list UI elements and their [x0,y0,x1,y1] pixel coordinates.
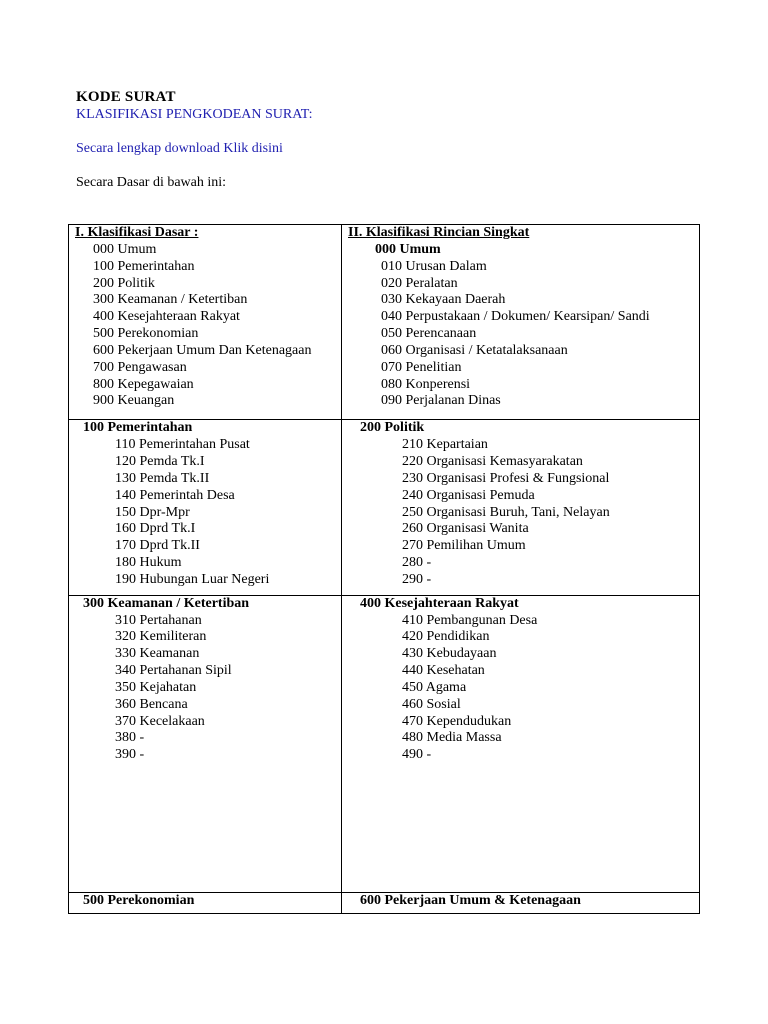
section-cell-300 [69,595,342,892]
list-item: 130 Pemda Tk.II [115,470,210,486]
table-row [69,225,700,420]
list-item: 370 Kecelakaan [115,713,205,729]
cell-subheading: 000 Umum [375,241,441,257]
list-item: 100 Pemerintahan [93,258,195,274]
list-item: 080 Konperensi [381,376,471,392]
list-item: 230 Organisasi Profesi & Fungsional [402,470,610,486]
list-item: 600 Pekerjaan Umum Dan Ketenagaan [93,342,312,358]
document-header [76,89,313,191]
section-cell-600 [342,892,700,913]
cell-heading: I. Klasifikasi Dasar : [75,225,199,240]
list-item: 140 Pemerintah Desa [115,487,235,503]
cell-heading: 600 Pekerjaan Umum & Ketenagaan [360,892,581,908]
section-cell-500 [69,892,342,913]
table-row [69,420,700,595]
list-item: 800 Kepegawaian [93,376,194,392]
list-item: 200 Politik [93,275,155,291]
list-item: 470 Kependudukan [402,713,512,729]
list-item: 240 Organisasi Pemuda [402,487,535,503]
list-item: 060 Organisasi / Ketatalaksanaan [381,342,568,358]
list-item: 110 Pemerintahan Pusat [115,437,250,453]
list-item: 480 Media Massa [402,730,502,746]
detail-classification-cell [342,225,700,420]
item-list [69,437,341,589]
cell-heading: 300 Keamanan / Ketertiban [83,595,250,611]
section-cell-400 [342,595,700,892]
list-item: 000 Umum [93,241,157,257]
classification-table [68,224,700,914]
basic-classification-cell [69,225,342,420]
item-list [75,242,341,410]
cell-heading: 400 Kesejahteraan Rakyat [360,595,519,611]
list-item: 040 Perpustakaan / Dokumen/ Kearsipan/ Sandi [381,309,650,325]
list-item: 300 Keamanan / Ketertiban [93,292,248,308]
list-item: 010 Urusan Dalam [381,258,487,274]
list-item: 330 Keamanan [115,646,200,662]
item-list [342,437,699,589]
list-item: 420 Pendidikan [402,629,490,645]
list-item: 280 - [402,555,432,571]
list-item: 900 Keuangan [93,393,175,409]
list-item: 410 Pembangunan Desa [402,612,538,628]
table-row [69,595,700,892]
list-item: 190 Hubungan Luar Negeri [115,571,270,587]
list-item: 350 Kejahatan [115,679,197,695]
download-link[interactable]: Secara lengkap download Klik disini [76,141,283,156]
list-item: 050 Perencanaan [381,326,477,342]
cell-heading: 500 Perekonomian [83,892,195,908]
list-item: 360 Bencana [115,696,188,712]
section-cell-100 [69,420,342,595]
list-item: 390 - [115,747,145,763]
intro-text: Secara Dasar di bawah ini: [76,175,227,190]
list-item: 180 Hukum [115,555,182,571]
list-item: 160 Dprd Tk.I [115,521,196,537]
list-item: 400 Kesejahteraan Rakyat [93,309,240,325]
list-item: 700 Pengawasan [93,359,187,375]
item-list [69,613,341,765]
list-item: 030 Kekayaan Daerah [381,292,506,308]
table-row [69,892,700,913]
list-item: 150 Dpr-Mpr [115,504,190,520]
list-item: 380 - [115,730,145,746]
cell-heading: II. Klasifikasi Rincian Singkat [348,225,530,240]
list-item: 430 Kebudayaan [402,646,497,662]
list-item: 090 Perjalanan Dinas [381,393,501,409]
list-item: 310 Pertahanan [115,612,202,628]
list-item: 120 Pemda Tk.I [115,453,205,469]
list-item: 500 Perekonomian [93,326,199,342]
list-item: 450 Agama [402,679,467,695]
item-list [342,613,699,765]
list-item: 290 - [402,571,432,587]
page-subtitle: KLASIFIKASI PENGKODEAN SURAT: [76,107,313,122]
list-item: 260 Organisasi Wanita [402,521,529,537]
list-item: 170 Dprd Tk.II [115,538,200,554]
list-item: 020 Peralatan [381,275,458,291]
list-item: 270 Pemilihan Umum [402,538,526,554]
list-item: 220 Organisasi Kemasyarakatan [402,453,583,469]
list-item: 490 - [402,747,432,763]
list-item: 340 Pertahanan Sipil [115,663,232,679]
list-item: 320 Kemiliteran [115,629,207,645]
cell-heading: 100 Pemerintahan [83,420,193,436]
list-item: 440 Kesehatan [402,663,485,679]
section-cell-200 [342,420,700,595]
cell-heading: 200 Politik [360,420,425,436]
item-list [348,259,699,411]
list-item: 460 Sosial [402,696,461,712]
list-item: 250 Organisasi Buruh, Tani, Nelayan [402,504,610,520]
page-title: KODE SURAT [76,89,176,105]
list-item: 070 Penelitian [381,359,462,375]
list-item: 210 Kepartaian [402,437,488,453]
